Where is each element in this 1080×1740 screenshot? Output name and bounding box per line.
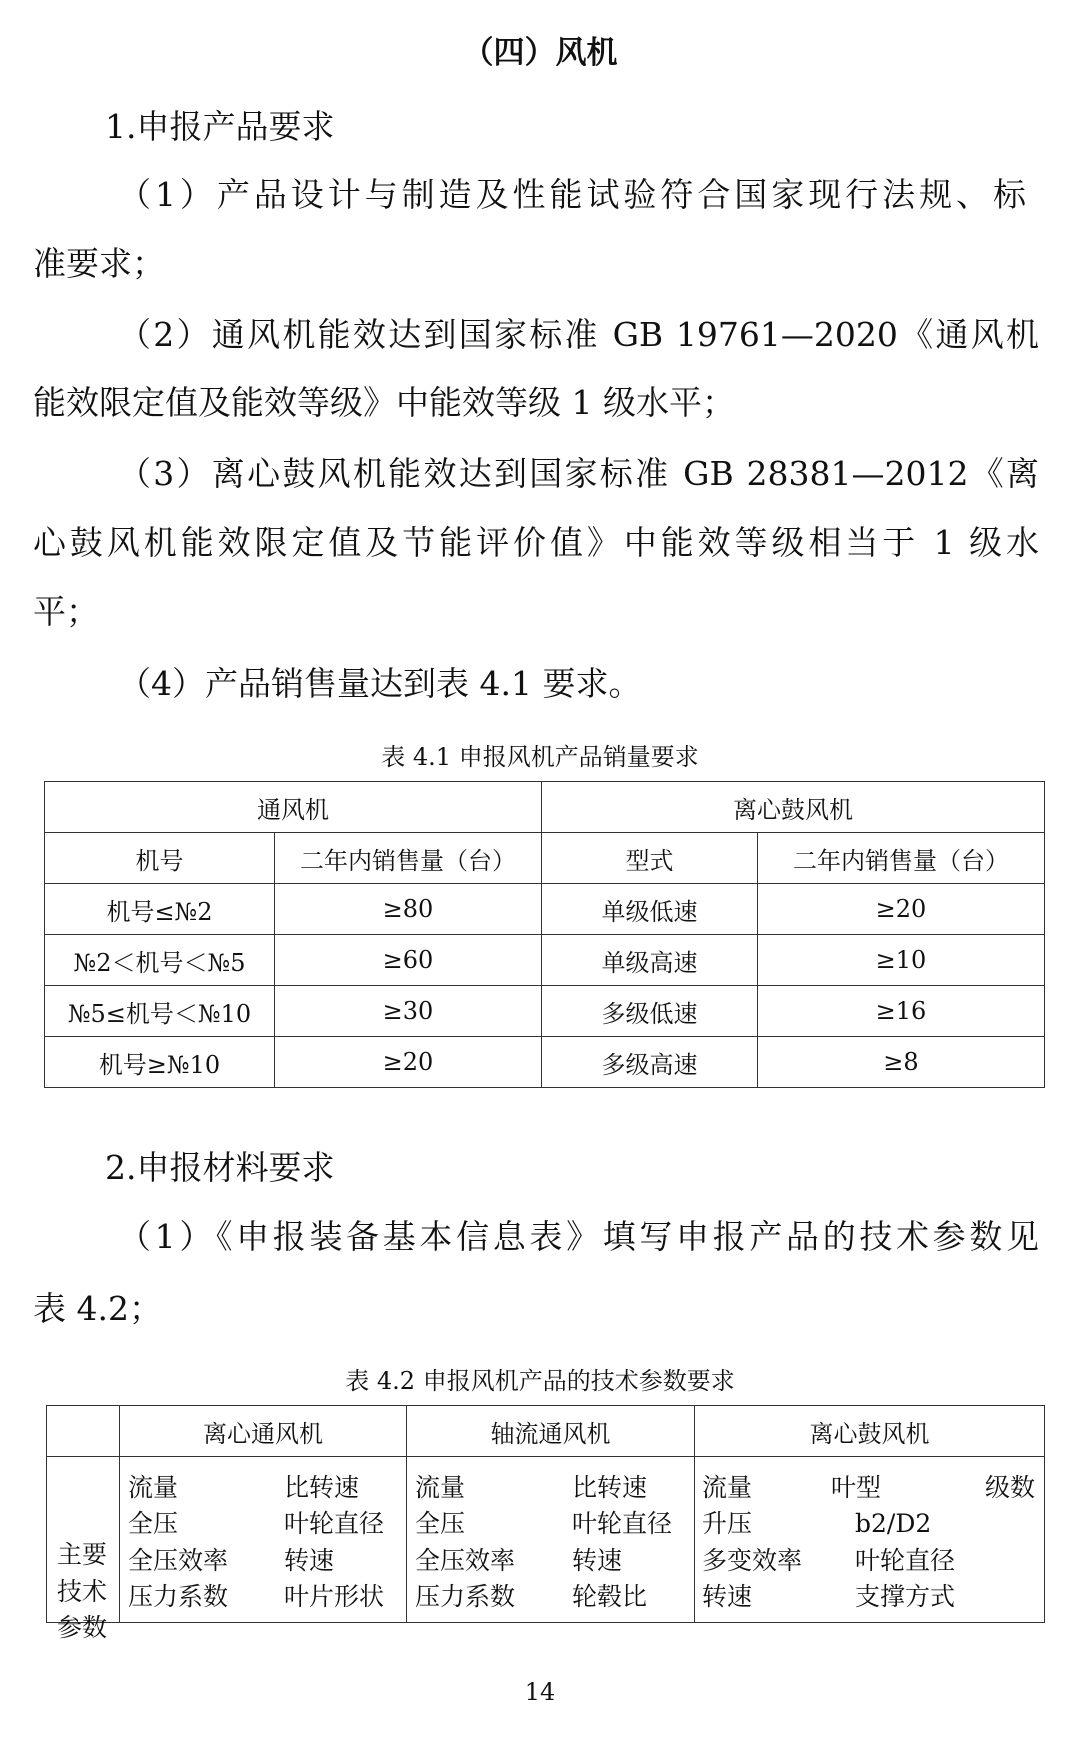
para-5-line-1: （1）《申报装备基本信息表》填写申报产品的技术参数见 bbox=[118, 1217, 1039, 1256]
param: 压力系数 bbox=[128, 1582, 229, 1611]
para-1-line-1: （1）产品设计与制造及性能试验符合国家现行法规、标 bbox=[118, 175, 1026, 214]
param: 转速 bbox=[284, 1546, 335, 1575]
param: 全压 bbox=[128, 1509, 179, 1538]
para-2-line-2: 能效限定值及能效等级》中能效等级 1 级水平； bbox=[33, 383, 735, 422]
cell: ≥20 bbox=[275, 1037, 542, 1088]
param: 支撑方式 bbox=[855, 1582, 956, 1611]
param: 叶型 bbox=[831, 1473, 882, 1502]
param: 压力系数 bbox=[415, 1582, 516, 1611]
cell: №5≤机号＜№10 bbox=[45, 986, 275, 1037]
param: 流量 bbox=[128, 1473, 179, 1502]
blower-params bbox=[695, 1457, 1045, 1623]
axial-params bbox=[407, 1457, 695, 1623]
para-3-line-1: （3）离心鼓风机能效达到国家标准 GB 28381—2012《离 bbox=[118, 454, 1039, 493]
cell: №2＜机号＜№5 bbox=[45, 935, 275, 986]
para-3-line-3: 平； bbox=[33, 592, 99, 631]
row-label-line: 主要 bbox=[57, 1540, 108, 1569]
param: 多变效率 bbox=[702, 1546, 803, 1575]
heading-2: 2.申报材料要求 bbox=[105, 1148, 335, 1187]
para-1-line-2: 准要求； bbox=[33, 244, 165, 283]
row-label-line: 参数 bbox=[57, 1613, 108, 1642]
table-row bbox=[45, 1037, 1045, 1088]
param: 叶轮直径 bbox=[572, 1509, 673, 1538]
table-1-caption: 表 4.1 申报风机产品销量要求 bbox=[381, 743, 699, 771]
cell: ≥16 bbox=[758, 986, 1045, 1037]
cell: ≥30 bbox=[275, 986, 542, 1037]
param: 叶轮直径 bbox=[284, 1509, 385, 1538]
row-label bbox=[47, 1457, 120, 1642]
cell: ≥20 bbox=[758, 884, 1045, 935]
table-header-row bbox=[45, 833, 1045, 884]
cell: ≥60 bbox=[275, 935, 542, 986]
group-blower: 离心鼓风机 bbox=[542, 782, 1045, 833]
param: 比转速 bbox=[572, 1473, 648, 1502]
para-5-line-2: 表 4.2； bbox=[33, 1289, 162, 1328]
header-centrifugal: 离心通风机 bbox=[120, 1406, 407, 1457]
param: 转速 bbox=[702, 1582, 753, 1611]
header-blower: 离心鼓风机 bbox=[695, 1406, 1045, 1457]
para-3-line-2: 心鼓风机能效限定值及节能评价值》中能效等级相当于 1 级水 bbox=[33, 523, 1039, 562]
table-row bbox=[45, 884, 1045, 935]
table-row bbox=[45, 935, 1045, 986]
header-axial: 轴流通风机 bbox=[407, 1406, 695, 1457]
param: 全压效率 bbox=[128, 1546, 229, 1575]
table-row bbox=[45, 986, 1045, 1037]
param: 流量 bbox=[702, 1473, 753, 1502]
params-row bbox=[47, 1457, 1045, 1623]
cell: 多级低速 bbox=[542, 986, 758, 1037]
param: 级数 bbox=[985, 1473, 1036, 1502]
param: 转速 bbox=[572, 1546, 623, 1575]
para-4: （4）产品销售量达到表 4.1 要求。 bbox=[118, 664, 642, 703]
param: 全压 bbox=[415, 1509, 466, 1538]
centrifugal-params bbox=[120, 1457, 407, 1623]
header-cell: 二年内销售量（台） bbox=[758, 833, 1045, 884]
cell: ≥8 bbox=[758, 1037, 1045, 1088]
para-2-line-1: （2）通风机能效达到国家标准 GB 19761—2020《通风机 bbox=[118, 315, 1039, 354]
group-ventilator: 通风机 bbox=[45, 782, 542, 833]
param: 轮毂比 bbox=[572, 1582, 648, 1611]
param: 流量 bbox=[415, 1473, 466, 1502]
header-cell: 二年内销售量（台） bbox=[275, 833, 542, 884]
heading-1: 1.申报产品要求 bbox=[105, 107, 335, 146]
page-number: 14 bbox=[524, 1678, 556, 1706]
empty-cell bbox=[47, 1406, 120, 1457]
section-title: （四）风机 bbox=[462, 35, 618, 71]
param: 升压 bbox=[702, 1509, 753, 1538]
cell: 单级高速 bbox=[542, 935, 758, 986]
param: 叶轮直径 bbox=[855, 1546, 956, 1575]
table-4-2 bbox=[46, 1405, 1045, 1642]
table-2-caption: 表 4.2 申报风机产品的技术参数要求 bbox=[345, 1367, 735, 1395]
header-cell: 机号 bbox=[45, 833, 275, 884]
cell: 单级低速 bbox=[542, 884, 758, 935]
row-label-line: 技术 bbox=[57, 1577, 108, 1606]
cell: 机号≤№2 bbox=[45, 884, 275, 935]
param: 叶片形状 bbox=[284, 1582, 385, 1611]
param: 全压效率 bbox=[415, 1546, 516, 1575]
cell: ≥80 bbox=[275, 884, 542, 935]
cell: ≥10 bbox=[758, 935, 1045, 986]
table-4-1 bbox=[44, 781, 1045, 1088]
param: b2/D2 bbox=[855, 1509, 932, 1538]
cell: 多级高速 bbox=[542, 1037, 758, 1088]
param: 比转速 bbox=[284, 1473, 360, 1502]
table-header-row bbox=[47, 1406, 1045, 1457]
cell: 机号≥№10 bbox=[45, 1037, 275, 1088]
header-cell: 型式 bbox=[542, 833, 758, 884]
table-group-row bbox=[45, 782, 1045, 833]
